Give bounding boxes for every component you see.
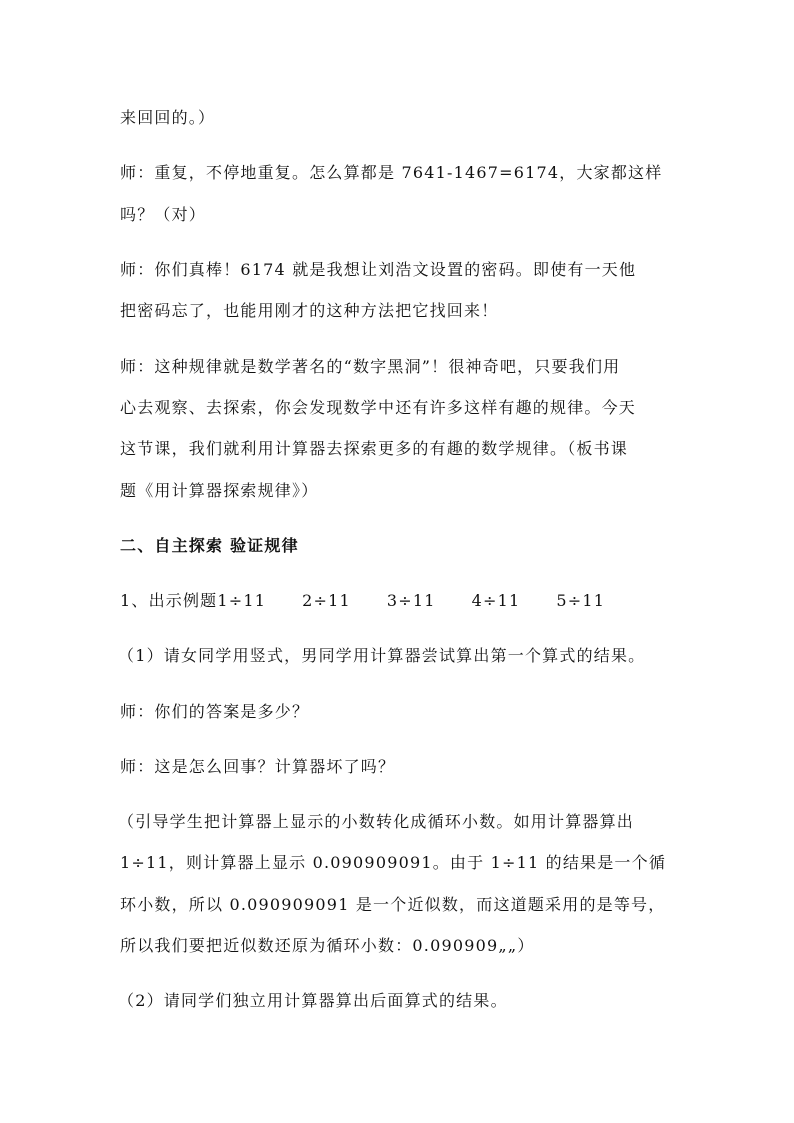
text-line: 师：这是怎么回事？计算器坏了吗？ <box>120 757 396 776</box>
expression: 4÷11 <box>471 591 521 610</box>
expression: 2÷11 <box>302 591 351 610</box>
text-line: 师：这种规律就是数学著名的“数字黑洞”！很神奇吧，只要我们用 <box>120 357 621 376</box>
expression: 3÷11 <box>386 591 436 610</box>
text-line: 来回回的。） <box>120 108 216 127</box>
expression: 5÷11 <box>556 591 606 610</box>
text-line: 师：你们的答案是多少？ <box>120 702 310 721</box>
text-line: （引导学生把计算器上显示的小数转化成循环小数。如用计算器算出 <box>118 812 635 831</box>
text-line: 环小数，所以 0.090909091 是一个近似数，而这道题采用的是等号， <box>120 895 666 914</box>
expression: 1÷11 <box>217 591 267 610</box>
example-label: 1、出示例题 <box>120 591 218 610</box>
text-line: 这节课，我们就利用计算器去探索更多的有趣的数学规律。（板书课 <box>120 439 629 458</box>
text-line: 吗？（对） <box>120 205 207 224</box>
text-line: （1）请女同学用竖式，男同学用计算器尝试算出第一个算式的结果。 <box>118 646 646 665</box>
section-heading: 二、自主探索 验证规律 <box>120 536 299 555</box>
text-line: 把密码忘了，也能用刚才的这种方法把它找回来！ <box>120 301 499 320</box>
example-line <box>120 590 680 612</box>
text-line: 心去观察、去探索，你会发现数学中还有许多这样有趣的规律。今天 <box>120 398 637 417</box>
text-line: 所以我们要把近似数还原为循环小数：0.090909„„） <box>120 936 535 955</box>
text-line: 题《用计算器探索规律》） <box>120 481 319 500</box>
text-line: （2）请同学们独立用计算器算出后面算式的结果。 <box>118 991 508 1010</box>
text-line: 师：重复，不停地重复。怎么算都是 7641-1467=6174，大家都这样 <box>120 163 663 182</box>
text-line: 1÷11，则计算器上显示 0.090909091。由于 1÷11 的结果是一个循 <box>120 853 667 872</box>
text-line: 师：你们真棒！6174 就是我想让刘浩文设置的密码。即使有一天他 <box>120 260 637 279</box>
